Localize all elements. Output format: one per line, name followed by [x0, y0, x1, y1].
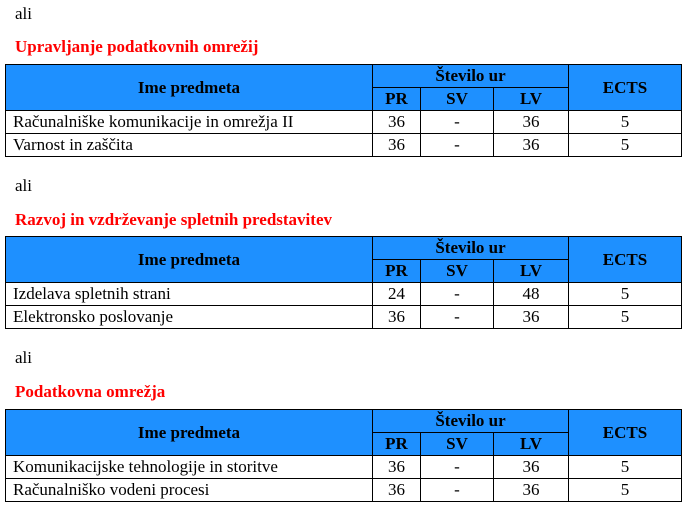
ects-cell: 5 [569, 134, 682, 157]
pr-cell: 36 [373, 456, 421, 479]
header-hours-group: Število ur [373, 237, 569, 260]
lv-cell: 36 [494, 479, 569, 502]
table-row [6, 134, 682, 157]
header-lv: LV [494, 260, 569, 283]
pr-cell: 36 [373, 306, 421, 329]
section-title: Razvoj in vzdrževanje spletnih predstavitev [15, 210, 332, 229]
table-row [6, 306, 682, 329]
section-title: Upravljanje podatkovnih omrežij [15, 37, 259, 56]
ects-cell: 5 [569, 306, 682, 329]
header-pr: PR [373, 433, 421, 456]
separator-text: ali [15, 4, 32, 23]
separator-text: ali [15, 176, 32, 195]
sv-cell: - [421, 456, 494, 479]
separator-text: ali [15, 348, 32, 367]
header-course-name: Ime predmeta [6, 65, 373, 111]
course-name-cell: Varnost in zaščita [6, 134, 373, 157]
course-table [5, 236, 682, 329]
course-table [5, 409, 682, 502]
course-name-cell: Izdelava spletnih strani [6, 283, 373, 306]
header-lv: LV [494, 88, 569, 111]
lv-cell: 36 [494, 306, 569, 329]
table-row [6, 111, 682, 134]
pr-cell: 36 [373, 479, 421, 502]
lv-cell: 36 [494, 111, 569, 134]
header-ects: ECTS [569, 237, 682, 283]
lv-cell: 48 [494, 283, 569, 306]
header-hours-group: Število ur [373, 65, 569, 88]
ects-cell: 5 [569, 111, 682, 134]
section-title: Podatkovna omrežja [15, 382, 166, 401]
header-course-name: Ime predmeta [6, 410, 373, 456]
table-row [6, 479, 682, 502]
pr-cell: 24 [373, 283, 421, 306]
header-pr: PR [373, 260, 421, 283]
lv-cell: 36 [494, 134, 569, 157]
header-sv: SV [421, 260, 494, 283]
header-sv: SV [421, 88, 494, 111]
header-pr: PR [373, 88, 421, 111]
header-ects: ECTS [569, 410, 682, 456]
course-name-cell: Računalniške komunikacije in omrežja II [6, 111, 373, 134]
course-name-cell: Elektronsko poslovanje [6, 306, 373, 329]
course-name-cell: Računalniško vodeni procesi [6, 479, 373, 502]
table-row [6, 283, 682, 306]
pr-cell: 36 [373, 134, 421, 157]
course-table [5, 64, 682, 157]
sv-cell: - [421, 306, 494, 329]
lv-cell: 36 [494, 456, 569, 479]
sv-cell: - [421, 111, 494, 134]
ects-cell: 5 [569, 456, 682, 479]
header-course-name: Ime predmeta [6, 237, 373, 283]
header-ects: ECTS [569, 65, 682, 111]
table-row [6, 456, 682, 479]
header-lv: LV [494, 433, 569, 456]
pr-cell: 36 [373, 111, 421, 134]
header-sv: SV [421, 433, 494, 456]
ects-cell: 5 [569, 283, 682, 306]
sv-cell: - [421, 283, 494, 306]
sv-cell: - [421, 134, 494, 157]
sv-cell: - [421, 479, 494, 502]
ects-cell: 5 [569, 479, 682, 502]
course-name-cell: Komunikacijske tehnologije in storitve [6, 456, 373, 479]
header-hours-group: Število ur [373, 410, 569, 433]
